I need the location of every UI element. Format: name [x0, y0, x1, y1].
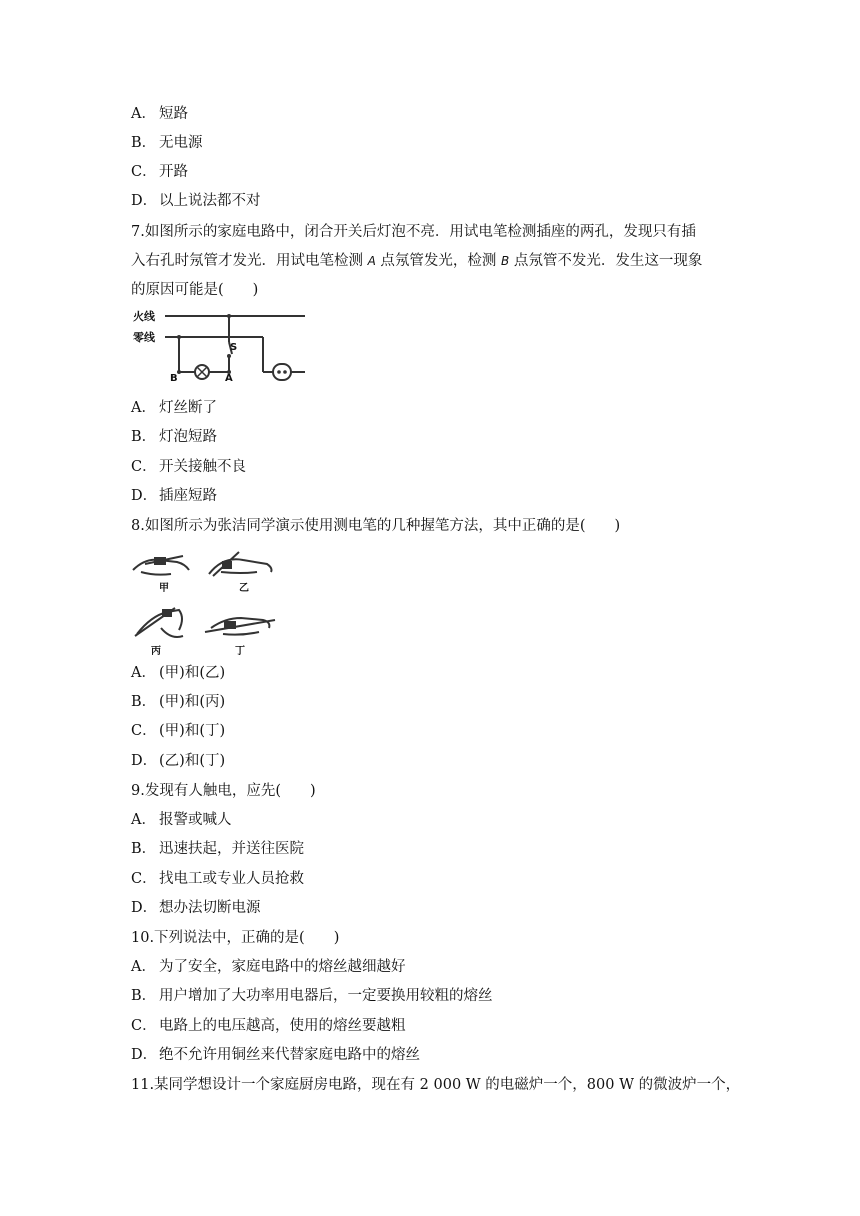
q8-option-b: B． (甲)和(丙): [131, 694, 226, 710]
q9-option-b: B． 迅速扶起，并送往医院: [131, 841, 304, 857]
hand-bing-icon: [135, 608, 183, 637]
label-jia: 甲: [159, 583, 169, 594]
q7-option-c: C． 开关接触不良: [131, 459, 246, 475]
q7-option-b: B． 灯泡短路: [131, 429, 217, 445]
q8-option-c: C． (甲)和(丁): [131, 723, 226, 739]
pen-grip-figure: [131, 548, 281, 660]
q7-option-d: D． 插座短路: [131, 488, 217, 504]
q7-stem-line2: 入右孔时氖管才发光．用试电笔检测 A 点氖管发光，检测 B 点氖管不发光．发生这一现象: [131, 253, 703, 269]
q9-stem: 9.发现有人触电，应先( ): [131, 783, 316, 799]
q8-option-d: D． (乙)和(丁): [131, 753, 226, 769]
hand-jia-icon: [133, 556, 189, 575]
q7-option-a: A． 灯丝断了: [131, 400, 217, 416]
point-b-label: B: [170, 373, 178, 384]
q7-stem-line3: 的原因可能是( ): [131, 282, 259, 298]
q10-option-a: A． 为了安全，家庭电路中的熔丝越细越好: [131, 959, 406, 975]
hand-ding-icon: [205, 618, 275, 635]
label-ding: 丁: [235, 646, 245, 657]
neutral-wire-label: 零线: [133, 331, 155, 344]
q9-option-d: D． 想办法切断电源: [131, 900, 261, 916]
q10-option-c: C． 电路上的电压越高，使用的熔丝要越粗: [131, 1018, 406, 1034]
q6-option-d: D． 以上说法都不对: [131, 193, 261, 209]
q11-stem: 11.某同学想设计一个家庭厨房电路，现在有 2 000 W 的电磁炉一个，800 W 的微波炉一个，: [131, 1077, 741, 1093]
q10-option-d: D． 绝不允许用铜丝来代替家庭电路中的熔丝: [131, 1047, 420, 1063]
q8-option-a: A． (甲)和(乙): [131, 665, 226, 681]
point-a-label: A: [225, 373, 233, 384]
q6-option-c: C． 开路: [131, 164, 188, 180]
q10-option-b: B． 用户增加了大功率用电器后，一定要换用较粗的熔丝: [131, 988, 493, 1004]
q7-stem-line1: 7.如图所示的家庭电路中，闭合开关后灯泡不亮．用试电笔检测插座的两孔，发现只有插: [131, 224, 696, 240]
q6-option-a: A． 短路: [131, 106, 188, 122]
q6-option-b: B． 无电源: [131, 135, 203, 151]
live-wire-label: 火线: [133, 310, 155, 323]
label-bing: 丙: [151, 646, 161, 657]
q9-option-c: C． 找电工或专业人员抢救: [131, 871, 304, 887]
q10-stem: 10.下列说法中，正确的是( ): [131, 930, 340, 946]
label-yi: 乙: [239, 583, 249, 594]
switch-label: S: [230, 342, 238, 353]
q9-option-a: A． 报警或喊人: [131, 812, 232, 828]
hand-yi-icon: [209, 552, 272, 576]
circuit-diagram: [133, 306, 308, 388]
q8-stem: 8.如图所示为张洁同学演示使用测电笔的几种握笔方法，其中正确的是( ): [131, 518, 621, 534]
